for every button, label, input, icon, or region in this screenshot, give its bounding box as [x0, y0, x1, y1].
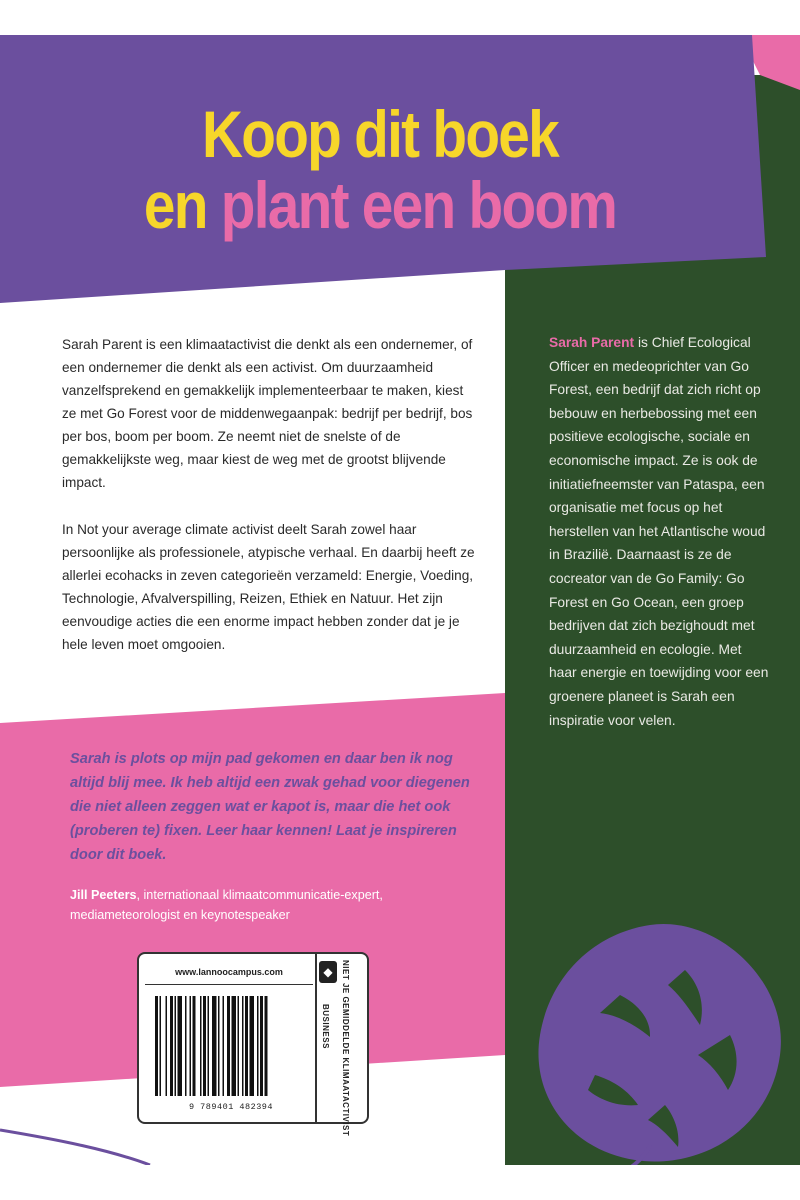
- barcode-icon: [153, 996, 309, 1100]
- barcode-bar: [166, 996, 168, 1096]
- barcode-bar: [232, 996, 237, 1096]
- endorsement-quote: Sarah is plots op mijn pad gekomen en daar ben ik nog altijd blij mee. Ik heb altijd een zwak gehad voor diegenen die niet alleen zeggen wat er kapot is, maar die het ook (proberen te) fixen. Leer haar kennen! Laat je inspireren door dit boek.: [70, 751, 470, 863]
- barcode-bar: [175, 996, 177, 1096]
- barcode-bar: [185, 996, 187, 1096]
- publisher-logo-icon: ◆: [319, 961, 337, 983]
- headline-text-2b: plant een boom: [220, 168, 617, 242]
- barcode-bar: [155, 996, 158, 1096]
- endorsement-author-name: Jill Peeters: [70, 888, 137, 902]
- barcode-bar: [242, 996, 244, 1096]
- barcode-divider: [315, 954, 317, 1122]
- barcode-bar: [218, 996, 220, 1096]
- barcode-bar: [193, 996, 196, 1096]
- barcode-bar: [190, 996, 192, 1096]
- barcode-bar: [227, 996, 230, 1096]
- barcode-bar: [245, 996, 248, 1096]
- headline-line-1: [53, 99, 707, 169]
- barcode-bar: [178, 996, 183, 1096]
- headline-line-2: [53, 170, 707, 240]
- description-paragraph-1: Sarah Parent is een klimaatactivist die denkt als een ondernemer, of een ondernemer die denkt als een activist. Om duurzaamheid vanzelfsprekend en gemakkelijk implementeerbaar te maken, kiest ze met Go Forest voor de middenwegaanpak: bedrijf per bedrijf, bos per bos, boom per boom. Ze neemt niet de snelste of de gemakkelijkste weg, maar kiest de weg met de grootst blijvende impact.: [62, 337, 473, 490]
- isbn-number: 9 789401 482394: [188, 1102, 273, 1112]
- barcode-bar: [257, 996, 259, 1096]
- endorsement-author-desc: , internationaal klimaatcommunicatie-expert, mediameteorologist en keynotespeaker: [70, 888, 383, 922]
- barcode-bar: [212, 996, 217, 1096]
- barcode-bar: [250, 996, 255, 1096]
- publisher-url: www.lannoocampus.com: [145, 960, 313, 985]
- barcode-box: [137, 952, 369, 1137]
- author-bio-text: is Chief Ecological Officer en medeoprichter van Go Forest, een bedrijf dat zich richt op bebouw en herbebossing met een positieve ecologische, sociale en economische impact. Ze is ook de initiatiefneemster van Pataspa, een organisatie met focus op het herstellen van het Atlantische woud in Brazilië. Daarnaast is ze de cocreator van de Go Family: Go Forest en Go Ocean, een groep bedrijven dat zich bezighoudt met duurzaamheid en ecologie. Met haar energie en toewijding voor een groenere planeet is Sarah een inspiratie voor velen.: [549, 335, 769, 728]
- purple-curve: [0, 1130, 150, 1165]
- barcode-bar: [203, 996, 206, 1096]
- description-paragraph-2: In Not your average climate activist deelt Sarah zowel haar persoonlijke als professionele, atypische verhaal. En daarbij heeft ze allerlei ecohacks in zeven categorieën verzameld: Energie, Voeding, Technologie, Afvalverspilling, Reizen, Ethiek en Natuur. Het zijn eenvoudige acties die een enorme impact hebben zonder dat je je hele leven moet omgooien.: [62, 522, 475, 652]
- monstera-leaf-icon: [500, 885, 800, 1165]
- author-bio: [549, 331, 769, 732]
- barcode-bar: [170, 996, 173, 1096]
- barcode-bar: [260, 996, 263, 1096]
- headline-text-2a: en: [143, 168, 207, 242]
- barcode-bar: [200, 996, 202, 1096]
- book-back-cover: [0, 35, 800, 1165]
- barcode-bar: [160, 996, 162, 1096]
- barcode-bar: [208, 996, 210, 1096]
- spine-title: NIET JE GEMIDDELDE KLIMAATACTIVIST: [341, 960, 350, 1137]
- author-bio-name: Sarah Parent: [549, 335, 635, 350]
- headline-text-1: Koop dit boek: [201, 97, 559, 171]
- barcode-bar: [238, 996, 240, 1096]
- category-label: BUSINESS: [321, 1004, 330, 1049]
- endorsement-author: [70, 885, 490, 925]
- barcode-bar: [223, 996, 225, 1096]
- barcode-bar: [265, 996, 268, 1096]
